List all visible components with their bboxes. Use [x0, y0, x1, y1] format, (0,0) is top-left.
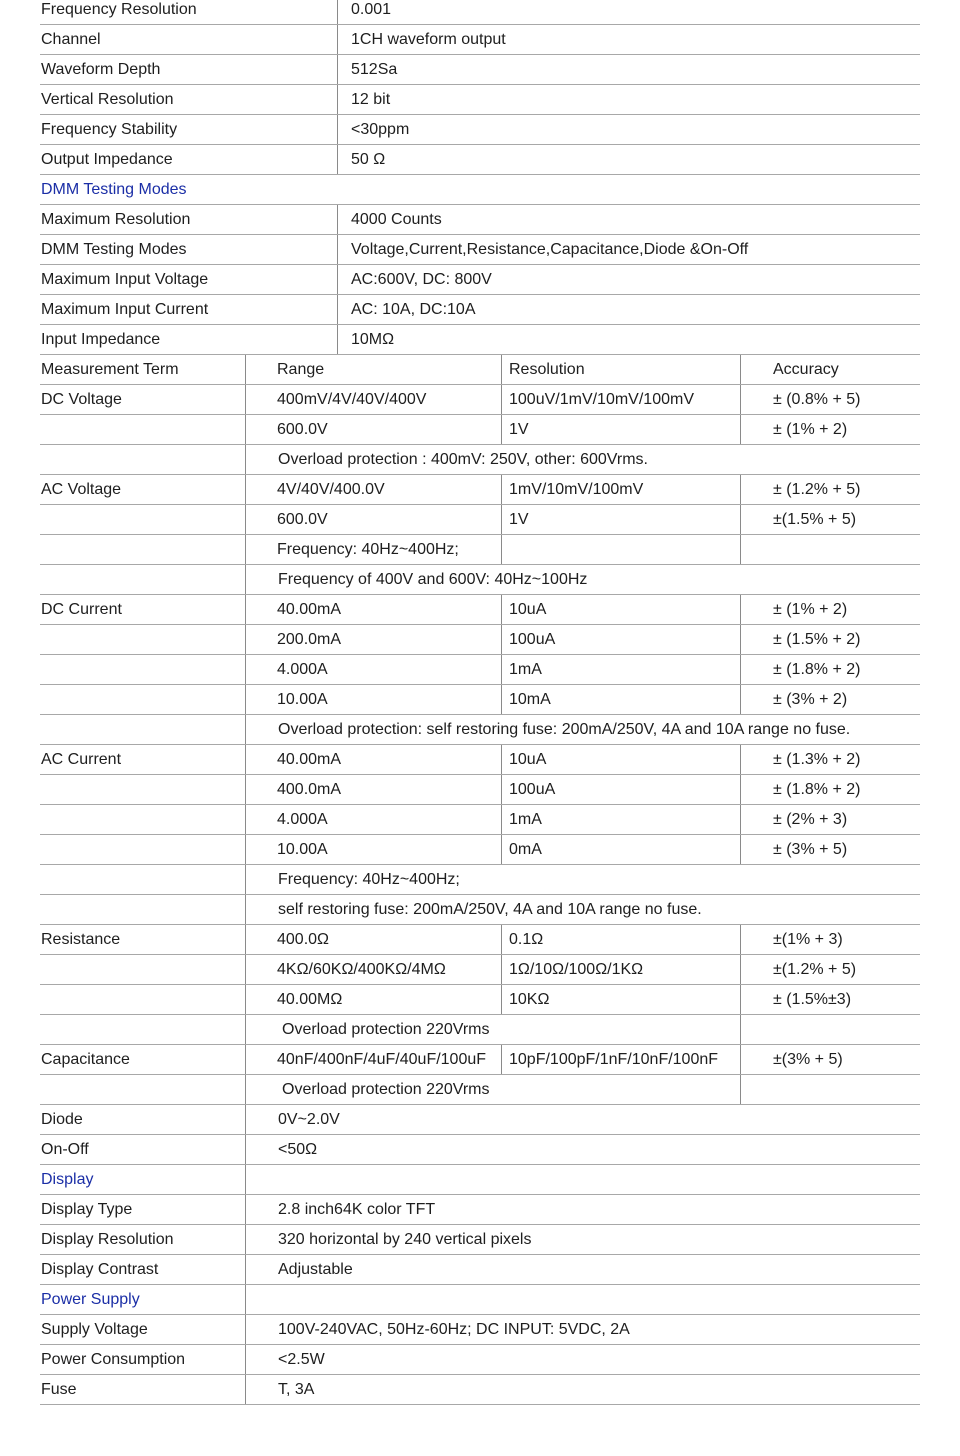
spec-label: On-Off	[41, 1141, 89, 1158]
spec-value	[740, 1075, 920, 1104]
cell-label	[40, 415, 245, 444]
table-row	[40, 1315, 920, 1345]
spec-value: <50Ω	[245, 1135, 920, 1164]
spec-value: Overload protection 220Vrms	[245, 1075, 740, 1104]
cell-accuracy: Accuracy	[740, 355, 920, 384]
cell-accuracy: ±(1.5% + 5)	[740, 505, 920, 534]
section-heading: DMM Testing Modes	[41, 181, 187, 198]
table-row	[40, 1225, 920, 1255]
table-row	[40, 1195, 920, 1225]
cell-label: Capacitance	[41, 1051, 130, 1068]
spec-value: 0V~2.0V	[245, 1105, 920, 1134]
cell-range: 40nF/400nF/4uF/40uF/100uF	[245, 1045, 501, 1074]
cell-range: 4.000A	[245, 805, 501, 834]
cell-resolution: 10uA	[501, 745, 740, 774]
cell-accuracy: ± (0.8% + 5)	[740, 385, 920, 414]
table-row	[40, 505, 920, 535]
spec-label: Waveform Depth	[41, 61, 161, 78]
cell-accuracy: ± (1.2% + 5)	[740, 475, 920, 504]
table-row	[40, 955, 920, 985]
table-row	[40, 1135, 920, 1165]
table-row	[40, 355, 920, 385]
cell-label	[40, 655, 245, 684]
cell-accuracy: ± (3% + 2)	[740, 685, 920, 714]
table-row	[40, 655, 920, 685]
spec-value	[740, 1015, 920, 1044]
table-row	[40, 445, 920, 475]
table-row	[40, 1285, 920, 1315]
spec-label	[40, 565, 245, 594]
spec-label	[40, 1075, 245, 1104]
cell-resolution: 1V	[501, 415, 740, 444]
cell-resolution	[501, 535, 740, 564]
cell-label	[40, 985, 245, 1014]
cell-label	[40, 805, 245, 834]
spec-value: Voltage,Current,Resistance,Capacitance,Diode &On-Off	[337, 235, 920, 264]
table-row	[40, 415, 920, 445]
spec-value: 4000 Counts	[337, 205, 920, 234]
spec-label	[40, 1015, 245, 1044]
table-row	[40, 295, 920, 325]
spec-value: <2.5W	[245, 1345, 920, 1374]
table-row	[40, 625, 920, 655]
cell-accuracy: ± (1.8% + 2)	[740, 775, 920, 804]
spec-label: Diode	[41, 1111, 83, 1128]
specification-table	[40, 0, 920, 1405]
cell-accuracy: ± (1.5% + 2)	[740, 625, 920, 654]
cell-range: 600.0V	[245, 505, 501, 534]
table-row	[40, 85, 920, 115]
table-row	[40, 55, 920, 85]
table-row	[40, 745, 920, 775]
table-row	[40, 145, 920, 175]
spec-value: Frequency: 40Hz~400Hz;	[245, 865, 920, 894]
table-row	[40, 175, 920, 205]
spec-value: Overload protection 220Vrms	[245, 1015, 740, 1044]
spec-value	[245, 1285, 920, 1314]
cell-label: Resistance	[41, 931, 121, 948]
spec-label: Maximum Input Current	[41, 301, 209, 318]
table-row	[40, 1165, 920, 1195]
cell-label: AC Voltage	[41, 481, 122, 498]
table-row	[40, 475, 920, 505]
spec-label: Channel	[41, 31, 101, 48]
table-row	[40, 985, 920, 1015]
spec-label: Supply Voltage	[41, 1321, 148, 1338]
cell-range: 4V/40V/400.0V	[245, 475, 501, 504]
table-row	[40, 565, 920, 595]
spec-value: 10MΩ	[337, 325, 920, 354]
cell-resolution: 10mA	[501, 685, 740, 714]
spec-label: Fuse	[41, 1381, 77, 1398]
cell-resolution: 100uA	[501, 775, 740, 804]
spec-value: self restoring fuse: 200mA/250V, 4A and 10A range no fuse.	[245, 895, 920, 924]
table-row	[40, 685, 920, 715]
cell-label	[40, 775, 245, 804]
spec-label	[40, 895, 245, 924]
cell-resolution: 1mA	[501, 655, 740, 684]
spec-label	[40, 445, 245, 474]
spec-value: 50 Ω	[337, 145, 920, 174]
table-row	[40, 895, 920, 925]
spec-label: Display Resolution	[41, 1231, 174, 1248]
cell-resolution: 10uA	[501, 595, 740, 624]
spec-value: AC: 10A, DC:10A	[337, 295, 920, 324]
cell-label	[40, 505, 245, 534]
table-row	[40, 1345, 920, 1375]
section-heading: Power Supply	[41, 1291, 140, 1308]
table-row	[40, 0, 920, 25]
cell-range: 10.00A	[245, 685, 501, 714]
cell-accuracy: ±(3% + 5)	[740, 1045, 920, 1074]
cell-range: 4KΩ/60KΩ/400KΩ/4MΩ	[245, 955, 501, 984]
spec-value: Overload protection: self restoring fuse: 200mA/250V, 4A and 10A range no fuse.	[245, 715, 920, 744]
cell-accuracy: ± (1.8% + 2)	[740, 655, 920, 684]
cell-resolution: 1Ω/10Ω/100Ω/1KΩ	[501, 955, 740, 984]
table-row	[40, 595, 920, 625]
cell-resolution: 1mA	[501, 805, 740, 834]
cell-range: Frequency: 40Hz~400Hz;	[245, 535, 501, 564]
spec-label: Input Impedance	[41, 331, 161, 348]
spec-label: Vertical Resolution	[41, 91, 174, 108]
table-row	[40, 805, 920, 835]
table-row	[40, 115, 920, 145]
spec-value: 320 horizontal by 240 vertical pixels	[245, 1225, 920, 1254]
spec-value: Frequency of 400V and 600V: 40Hz~100Hz	[245, 565, 920, 594]
spec-label: Maximum Input Voltage	[41, 271, 209, 288]
table-row	[40, 535, 920, 565]
table-row	[40, 1255, 920, 1285]
cell-label	[40, 535, 245, 564]
cell-accuracy: ± (3% + 5)	[740, 835, 920, 864]
cell-resolution: 1V	[501, 505, 740, 534]
cell-range: 40.00mA	[245, 595, 501, 624]
cell-resolution: 0mA	[501, 835, 740, 864]
spec-value: <30ppm	[337, 115, 920, 144]
cell-range: 400mV/4V/40V/400V	[245, 385, 501, 414]
cell-label	[40, 955, 245, 984]
table-row	[40, 775, 920, 805]
spec-value: AC:600V, DC: 800V	[337, 265, 920, 294]
cell-range: 4.000A	[245, 655, 501, 684]
cell-range: 200.0mA	[245, 625, 501, 654]
spec-label	[40, 865, 245, 894]
cell-range: 400.0mA	[245, 775, 501, 804]
cell-range: 10.00A	[245, 835, 501, 864]
cell-resolution: 100uA	[501, 625, 740, 654]
table-row	[40, 325, 920, 355]
section-heading: Display	[41, 1171, 94, 1188]
cell-label	[40, 685, 245, 714]
cell-label: AC Current	[41, 751, 122, 768]
spec-label: Display Type	[41, 1201, 133, 1218]
table-row	[40, 1015, 920, 1045]
spec-value: 2.8 inch64K color TFT	[245, 1195, 920, 1224]
cell-accuracy: ± (2% + 3)	[740, 805, 920, 834]
table-row	[40, 265, 920, 295]
cell-label	[40, 625, 245, 654]
cell-accuracy	[740, 535, 920, 564]
cell-label	[40, 835, 245, 864]
spec-value: 1CH waveform output	[337, 25, 920, 54]
spec-label: DMM Testing Modes	[41, 241, 187, 258]
spec-value: 512Sa	[337, 55, 920, 84]
cell-accuracy: ± (1% + 2)	[740, 415, 920, 444]
spec-label	[40, 715, 245, 744]
spec-value: 12 bit	[337, 85, 920, 114]
cell-label: Measurement Term	[41, 361, 179, 378]
table-row	[40, 865, 920, 895]
spec-label: Frequency Resolution	[41, 1, 197, 18]
table-row	[40, 235, 920, 265]
cell-resolution: Resolution	[501, 355, 740, 384]
cell-range: 600.0V	[245, 415, 501, 444]
cell-range: 400.0Ω	[245, 925, 501, 954]
cell-resolution: 10pF/100pF/1nF/10nF/100nF	[501, 1045, 740, 1074]
spec-value: Overload protection : 400mV: 250V, other: 600Vrms.	[245, 445, 920, 474]
spec-label: Frequency Stability	[41, 121, 178, 138]
cell-resolution: 100uV/1mV/10mV/100mV	[501, 385, 740, 414]
table-row	[40, 1105, 920, 1135]
cell-range: Range	[245, 355, 501, 384]
table-row	[40, 715, 920, 745]
cell-label: DC Current	[41, 601, 122, 618]
cell-accuracy: ±(1.2% + 5)	[740, 955, 920, 984]
spec-label: Power Consumption	[41, 1351, 186, 1368]
cell-accuracy: ± (1% + 2)	[740, 595, 920, 624]
spec-label: Maximum Resolution	[41, 211, 191, 228]
table-row	[40, 925, 920, 955]
spec-value	[245, 1165, 920, 1194]
spec-label: Display Contrast	[41, 1261, 159, 1278]
cell-accuracy: ± (1.5%±3)	[740, 985, 920, 1014]
cell-resolution: 0.1Ω	[501, 925, 740, 954]
spec-value: 100V-240VAC, 50Hz-60Hz; DC INPUT: 5VDC, 2A	[245, 1315, 920, 1344]
spec-value: T, 3A	[245, 1375, 920, 1404]
cell-accuracy: ± (1.3% + 2)	[740, 745, 920, 774]
cell-range: 40.00MΩ	[245, 985, 501, 1014]
table-row	[40, 835, 920, 865]
cell-resolution: 1mV/10mV/100mV	[501, 475, 740, 504]
cell-range: 40.00mA	[245, 745, 501, 774]
table-row	[40, 25, 920, 55]
cell-accuracy: ±(1% + 3)	[740, 925, 920, 954]
cell-resolution: 10KΩ	[501, 985, 740, 1014]
spec-value: 0.001	[337, 0, 920, 24]
spec-label: Output Impedance	[41, 151, 173, 168]
spec-value: Adjustable	[245, 1255, 920, 1284]
table-row	[40, 385, 920, 415]
table-row	[40, 205, 920, 235]
table-row	[40, 1375, 920, 1405]
table-row	[40, 1045, 920, 1075]
cell-label: DC Voltage	[41, 391, 122, 408]
table-row	[40, 1075, 920, 1105]
